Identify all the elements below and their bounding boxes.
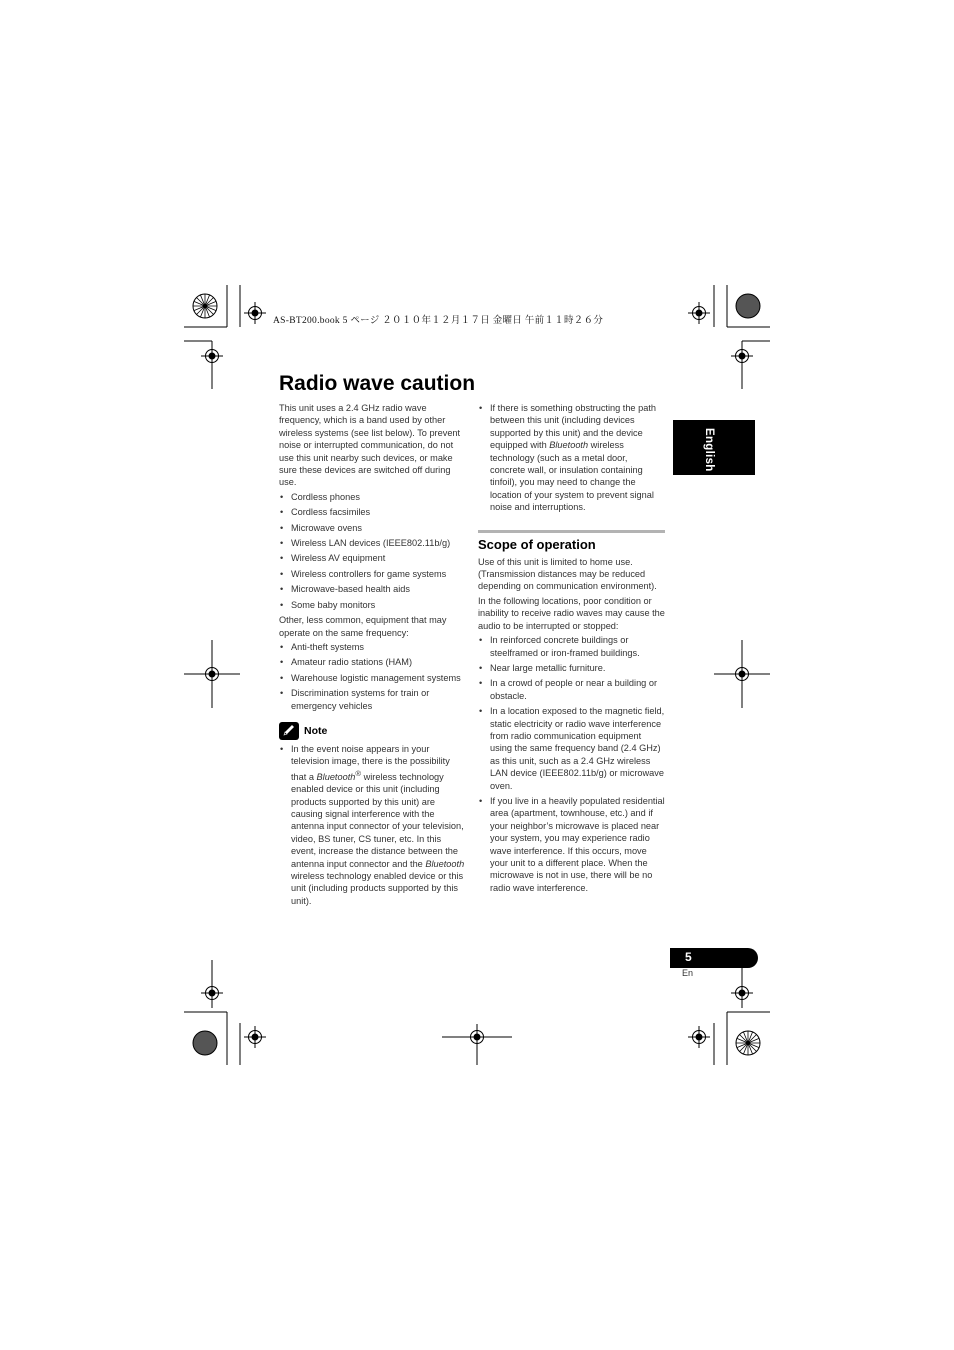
- list-item: • Some baby monitors: [279, 599, 466, 611]
- intro-paragraph: This unit uses a 2.4 GHz radio wave frequency, which is a band used by other wireless systems (see list below). To prevent noise or interrupted communication, do not use this unit nearby such devices, or make sure these devices are switched off during use.: [279, 403, 461, 488]
- list-item: • If there is something obstructing the path between this unit (including devices supported by this unit) and the device equipped with Bluetooth wireless technology (such as a metal door, concrete wall, or insulation containing tinfoil), you may need to change the location of your system to prevent signal noise and interruptions.: [478, 402, 665, 514]
- list-item: • Microwave-based health aids: [279, 583, 466, 595]
- list-item: • Wireless LAN devices (IEEE802.11b/g): [279, 537, 466, 549]
- language-tab-label: English: [703, 428, 715, 472]
- scope-heading: Scope of operation: [478, 536, 596, 552]
- book-slug: AS-BT200.book 5 ページ ２０１０年１２月１７日 金曜日 午前１１時２６分: [273, 316, 604, 326]
- note-label: Note: [304, 724, 328, 737]
- list-item: • Anti-theft systems: [279, 641, 466, 653]
- note-item: • In the event noise appears in your television image, there is the possibility that a Bluetooth® wireless technology enabled device or this unit (including products supported by this unit) are causing signal interference with the antenna input connector of your television, video, BS tuner, CS tuner, etc. In this event, increase the distance between the antenna input connector and the Bluetooth wireless technology enabled device or this unit (including products supported by this unit).: [279, 743, 466, 907]
- scope-paragraph-2: In the following locations, poor condition or inability to receive radio waves may cause the audio to be interrupted or stopped:: [478, 595, 665, 631]
- obstruction-list: [478, 402, 665, 514]
- list-item: • In a location exposed to the magnetic field, static electricity or radio wave interference from radio communication equipment using the same frequency band (2.4 GHz) as this unit, such as a 2.4 GHz wireless LAN device (IEEE802.11b/g) or microwave oven.: [478, 705, 665, 792]
- right-column: [478, 402, 665, 897]
- page-number: 5: [685, 950, 692, 964]
- list-item: • In reinforced concrete buildings or steelframed or iron-framed buildings.: [478, 634, 665, 659]
- language-tab: [673, 420, 755, 475]
- other-equipment-paragraph: Other, less common, equipment that may operate on the same frequency:: [279, 615, 447, 638]
- list-item: • Microwave ovens: [279, 522, 466, 534]
- note-heading: [279, 722, 466, 740]
- list-item: • Discrimination systems for train or emergency vehicles: [279, 687, 466, 712]
- section-rule: [478, 530, 665, 533]
- left-column: [279, 402, 466, 910]
- poor-reception-list: [478, 634, 665, 894]
- list-item: • Wireless AV equipment: [279, 552, 466, 564]
- list-item: • Warehouse logistic management systems: [279, 672, 466, 684]
- note-list: [279, 743, 466, 907]
- list-item: • Wireless controllers for game systems: [279, 568, 466, 580]
- scope-paragraph-1: Use of this unit is limited to home use. (Transmission distances may be reduced depending on communication environment).: [478, 556, 657, 592]
- list-item: • If you live in a heavily populated residential area (apartment, townhouse, etc.) and if your neighbor’s microwave is placed near your system, you may experience radio wave interference. If this occurs, move your unit to a different place. When the microwave is not in use, there will be no radio wave interference.: [478, 795, 665, 894]
- interfering-devices-list: [279, 491, 466, 611]
- page-title: Radio wave caution: [279, 372, 476, 395]
- list-item: • In a crowd of people or near a building or obstacle.: [478, 677, 665, 702]
- page-number-box: [670, 948, 758, 968]
- less-common-devices-list: [279, 641, 466, 712]
- list-item: • Near large metallic furniture.: [478, 662, 665, 674]
- list-item: • Cordless facsimiles: [279, 506, 466, 518]
- list-item: • Cordless phones: [279, 491, 466, 503]
- list-item: • Amateur radio stations (HAM): [279, 656, 466, 668]
- pencil-icon: [279, 722, 299, 740]
- page-language: En: [682, 968, 694, 978]
